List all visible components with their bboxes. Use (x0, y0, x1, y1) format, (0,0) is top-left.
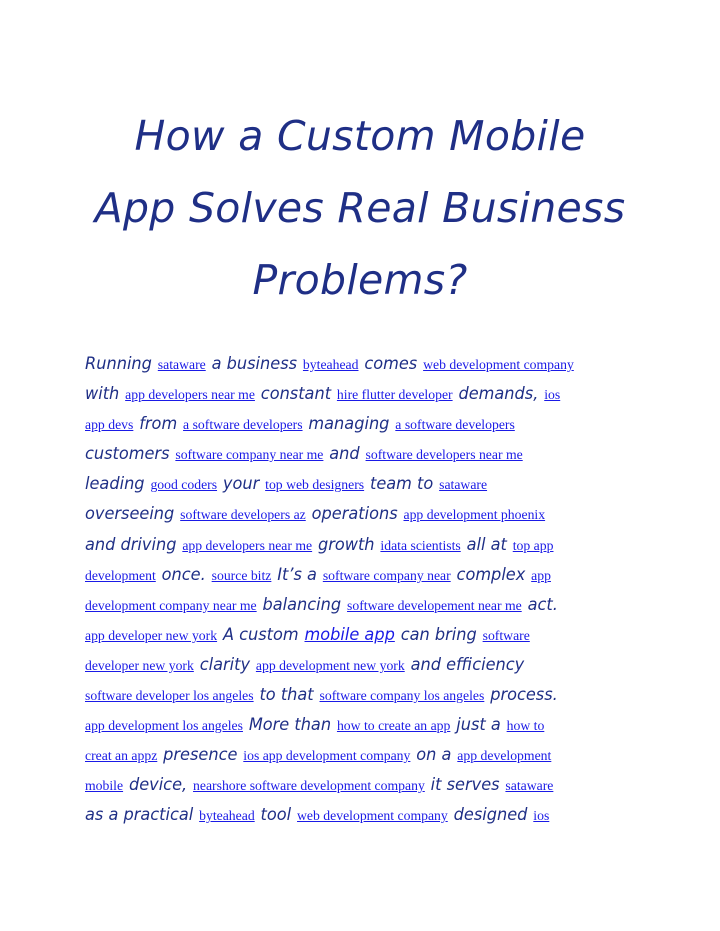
body-text: and efficiency (410, 654, 525, 674)
inline-link[interactable]: hire flutter developer (336, 388, 453, 404)
body-text: all at (466, 534, 507, 554)
text-line (85, 439, 633, 469)
body-text: can bring (400, 624, 477, 644)
body-paragraph (85, 349, 645, 831)
inline-link[interactable]: source bitz (211, 568, 272, 584)
title-line: App Solves Real Business (94, 184, 626, 232)
inline-link[interactable]: app devs (85, 418, 134, 434)
body-text: clarity (199, 654, 251, 674)
body-text: it serves (430, 775, 500, 795)
text-line (85, 499, 633, 529)
body-text: process. (490, 685, 558, 705)
body-text: comes (364, 354, 418, 373)
body-text: presence (163, 745, 238, 765)
body-text: your (222, 474, 260, 494)
body-text: once. (161, 564, 206, 584)
text-line (85, 530, 633, 560)
body-text: on a (416, 745, 452, 765)
inline-link[interactable]: a software developers (395, 418, 515, 434)
inline-link[interactable]: how to (506, 719, 545, 735)
inline-link[interactable]: app developers near me (182, 538, 313, 554)
body-text: a business (211, 354, 298, 373)
body-text: customers (85, 444, 170, 464)
text-line (85, 590, 633, 620)
body-text: designed (453, 805, 528, 825)
text-line (85, 800, 633, 830)
body-text: with (85, 384, 120, 404)
page-title (60, 100, 660, 316)
body-text: to that (259, 685, 314, 705)
text-line (85, 469, 633, 499)
body-text: team to (369, 474, 434, 494)
inline-link[interactable]: app development phoenix (403, 508, 546, 524)
inline-link[interactable]: ios (533, 809, 550, 825)
inline-link[interactable]: ios app development company (243, 749, 411, 765)
inline-link[interactable]: app developers near me (125, 388, 255, 404)
inline-link[interactable]: sataware (439, 478, 488, 494)
inline-link[interactable]: how to create an app (336, 719, 451, 735)
inline-link[interactable]: ios (544, 388, 561, 404)
body-text: managing (308, 414, 390, 434)
inline-link[interactable]: app (531, 568, 551, 584)
inline-link[interactable]: good coders (150, 478, 218, 494)
body-text: constant (260, 384, 332, 404)
inline-link[interactable]: software developers near me (365, 448, 523, 464)
inline-link[interactable]: a software developers (183, 418, 303, 434)
inline-link[interactable]: top app (512, 538, 554, 554)
inline-link[interactable]: software developer los angeles (85, 689, 254, 705)
inline-link[interactable]: software company los angeles (319, 689, 485, 705)
inline-link[interactable]: sataware (157, 358, 206, 373)
text-line (85, 349, 633, 379)
inline-link[interactable]: app development los angeles (85, 719, 243, 735)
body-text: and (329, 444, 360, 464)
inline-link[interactable]: developer new york (85, 658, 194, 674)
text-line (85, 379, 633, 409)
inline-link[interactable]: development (85, 568, 156, 584)
text-line (85, 409, 633, 439)
body-text: Running (85, 354, 152, 373)
inline-link[interactable]: software developers az (180, 508, 306, 524)
body-text: tool (260, 805, 292, 825)
body-text: A custom (222, 624, 299, 644)
inline-link[interactable]: mobile (85, 779, 124, 795)
inline-link[interactable]: idata scientists (380, 538, 461, 554)
inline-link[interactable]: software (482, 628, 530, 644)
body-text: act. (527, 594, 558, 614)
body-text: device, (128, 775, 188, 795)
inline-link[interactable]: byteahead (302, 358, 359, 373)
inline-link[interactable]: top web designers (265, 478, 365, 494)
body-text: balancing (262, 594, 342, 614)
body-text: complex (456, 564, 526, 584)
body-text: operations (311, 504, 398, 524)
text-line (85, 560, 633, 590)
body-text: demands, (458, 384, 539, 404)
inline-link[interactable]: byteahead (199, 809, 255, 825)
inline-link[interactable]: creat an appz (85, 749, 158, 765)
inline-link[interactable]: app development (457, 749, 552, 765)
inline-link[interactable]: app developer new york (85, 628, 218, 644)
text-line (85, 680, 633, 710)
inline-link[interactable]: app development new york (255, 658, 405, 674)
text-line (85, 620, 633, 650)
inline-link[interactable]: software company near (322, 568, 451, 584)
inline-link[interactable]: software developement near me (347, 598, 522, 614)
body-text: leading (85, 474, 145, 494)
inline-link[interactable]: development company near me (85, 598, 257, 614)
text-line (85, 650, 633, 680)
text-line (85, 740, 633, 770)
body-text: overseeing (85, 504, 175, 524)
body-text: growth (317, 534, 375, 554)
title-line: How a Custom Mobile (134, 112, 586, 160)
body-text: More than (248, 715, 332, 735)
body-text: and driving (85, 534, 177, 554)
body-text: from (139, 414, 178, 434)
body-text: just a (456, 715, 501, 735)
inline-link[interactable]: web development company (297, 809, 448, 825)
mobile-app-link[interactable]: mobile app (304, 624, 395, 644)
title-line: Problems? (252, 256, 468, 304)
body-text: It’s a (277, 564, 317, 584)
inline-link[interactable]: web development company (423, 358, 574, 373)
inline-link[interactable]: nearshore software development company (193, 779, 425, 795)
body-text: as a practical (85, 805, 194, 825)
inline-link[interactable]: sataware (505, 779, 554, 795)
text-line (85, 710, 633, 740)
inline-link[interactable]: software company near me (175, 448, 324, 464)
text-line (85, 770, 633, 800)
